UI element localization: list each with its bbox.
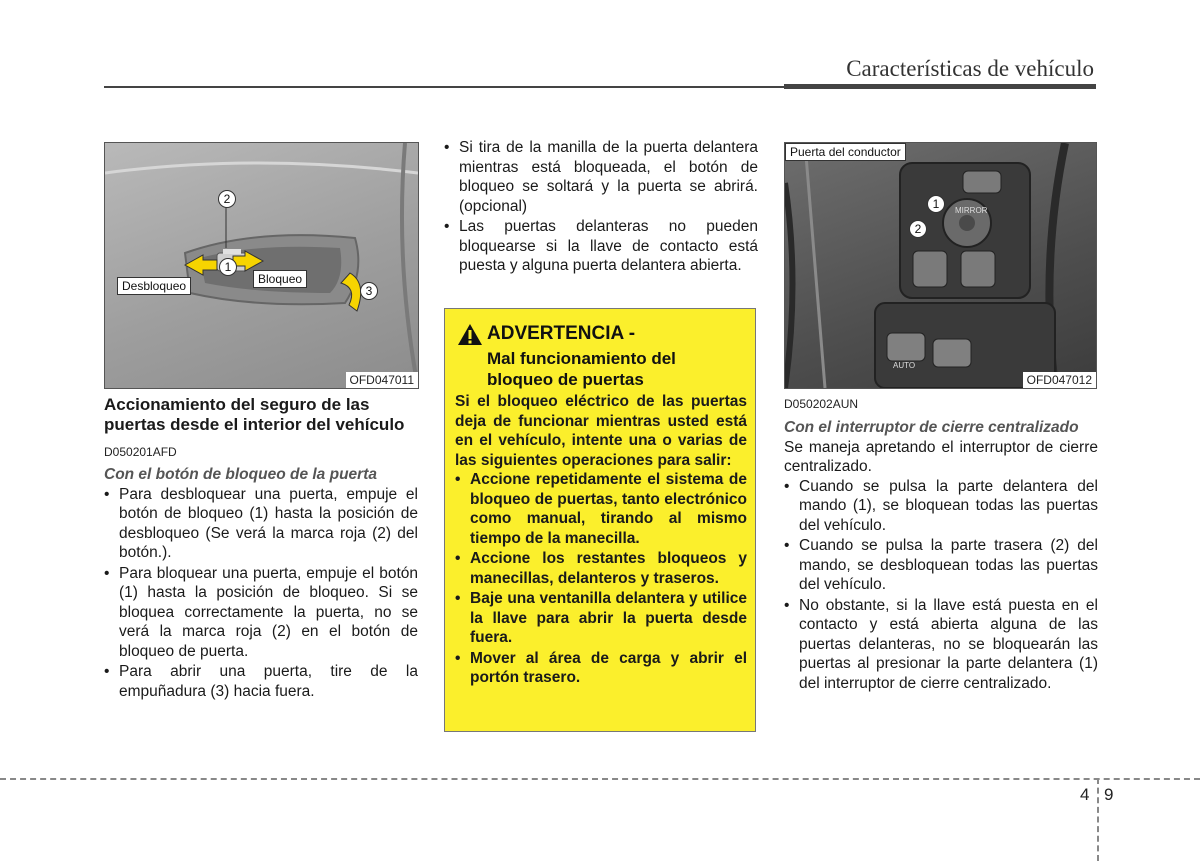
label-conductor: Puerta del conductor (785, 143, 906, 161)
auto-label: AUTO (893, 361, 916, 370)
section-code: D050202AUN (784, 397, 859, 411)
list-item: • Mover al área de carga y abrir el portón trasero. (455, 649, 747, 688)
list-item: • Accione los restantes bloqueos y manecillas, delanteros y traseros. (455, 549, 747, 588)
warning-subtitle: Mal funcionamiento del bloqueo de puertas (487, 349, 676, 389)
marker-2: 2 (909, 220, 927, 238)
warning-title: ADVERTENCIA - (487, 323, 636, 344)
list-item: • Las puertas delanteras no pueden bloquearse si la llave de contacto está puesta y alguna puerta delantera abierta. (444, 217, 758, 276)
subheading: Con el botón de bloqueo de la puerta (104, 466, 377, 483)
list-item: • No obstante, si la llave está puesta en el contacto y está abierta alguna de las puertas delanteras, no se bloquearán las puertas al presionar la parte delantera (1) del interruptor de cierre centralizado. (784, 596, 1098, 694)
warning-triangle-icon (457, 323, 483, 346)
label-bloqueo: Bloqueo (253, 270, 307, 288)
footer-divider (0, 778, 1200, 780)
list-item: • Para desbloquear una puerta, empuje el botón de bloqueo (1) hasta la posición de desbloqueo (Se verá la marca roja (2) del botón.). (104, 485, 418, 563)
switch-panel-illustration (785, 143, 1096, 388)
subheading: Con el interruptor de cierre centralizado (784, 419, 1079, 436)
list-item: • Accione repetidamente el sistema de bloqueo de puertas, tanto electrónico como manual, tirando al mismo tiempo de la manecilla. (455, 470, 747, 548)
warning-list (455, 470, 747, 688)
figure-code: OFD047012 (1023, 372, 1096, 388)
header-rule-accent (784, 84, 1096, 89)
driver-switch-figure (784, 142, 1097, 389)
instruction-list (784, 477, 1098, 694)
page-number: 9 (1104, 785, 1114, 804)
section-heading: Accionamiento del seguro de las puertas desde el interior del vehículo (104, 395, 405, 434)
section-code: D050201AFD (104, 445, 177, 459)
list-item: • Para bloquear una puerta, empuje el botón (1) hasta la posición de bloqueo. Si se bloquea correctamente la puerta, no se verá la marca roja (2) en el botón de bloqueo de puerta. (104, 564, 418, 662)
mirror-label: MIRROR (955, 206, 988, 215)
figure-code: OFD047011 (346, 372, 418, 388)
list-item: • Baje una ventanilla delantera y utilice la llave para abrir la puerta desde fuera. (455, 589, 747, 648)
footer-vertical-divider (1097, 778, 1099, 861)
list-item: • Para abrir una puerta, tire de la empuñadura (3) hacia fuera. (104, 662, 418, 701)
note-list (444, 138, 758, 276)
section-title: Características de vehículo (846, 56, 1094, 81)
door-handle-illustration (105, 143, 418, 388)
instruction-list (104, 485, 418, 702)
marker-3: 3 (360, 282, 378, 300)
warning-box (444, 308, 756, 732)
marker-2: 2 (218, 190, 236, 208)
list-item: • Cuando se pulsa la parte trasera (2) del mando, se desbloquean todas las puertas del vehículo. (784, 536, 1098, 595)
label-desbloqueo: Desbloqueo (117, 277, 191, 295)
list-item: • Si tira de la manilla de la puerta delantera mientras está bloqueada, el botón de bloqueo se soltará y la puerta se abrirá. (opcional) (444, 138, 758, 216)
chapter-number: 4 (1080, 785, 1090, 804)
marker-1: 1 (927, 195, 945, 213)
warning-intro: Si el bloqueo eléctrico de las puertas deja de funcionar mientras usted está en el vehículo, intente una o varias de las siguientes operaciones para salir: (455, 393, 747, 469)
list-item: • Cuando se pulsa la parte delantera del mando (1), se bloquean todas las puertas del vehículo. (784, 477, 1098, 536)
door-handle-figure (104, 142, 419, 389)
intro-paragraph: Se maneja apretando el interruptor de cierre centralizado. (784, 438, 1098, 475)
marker-1: 1 (219, 258, 237, 276)
